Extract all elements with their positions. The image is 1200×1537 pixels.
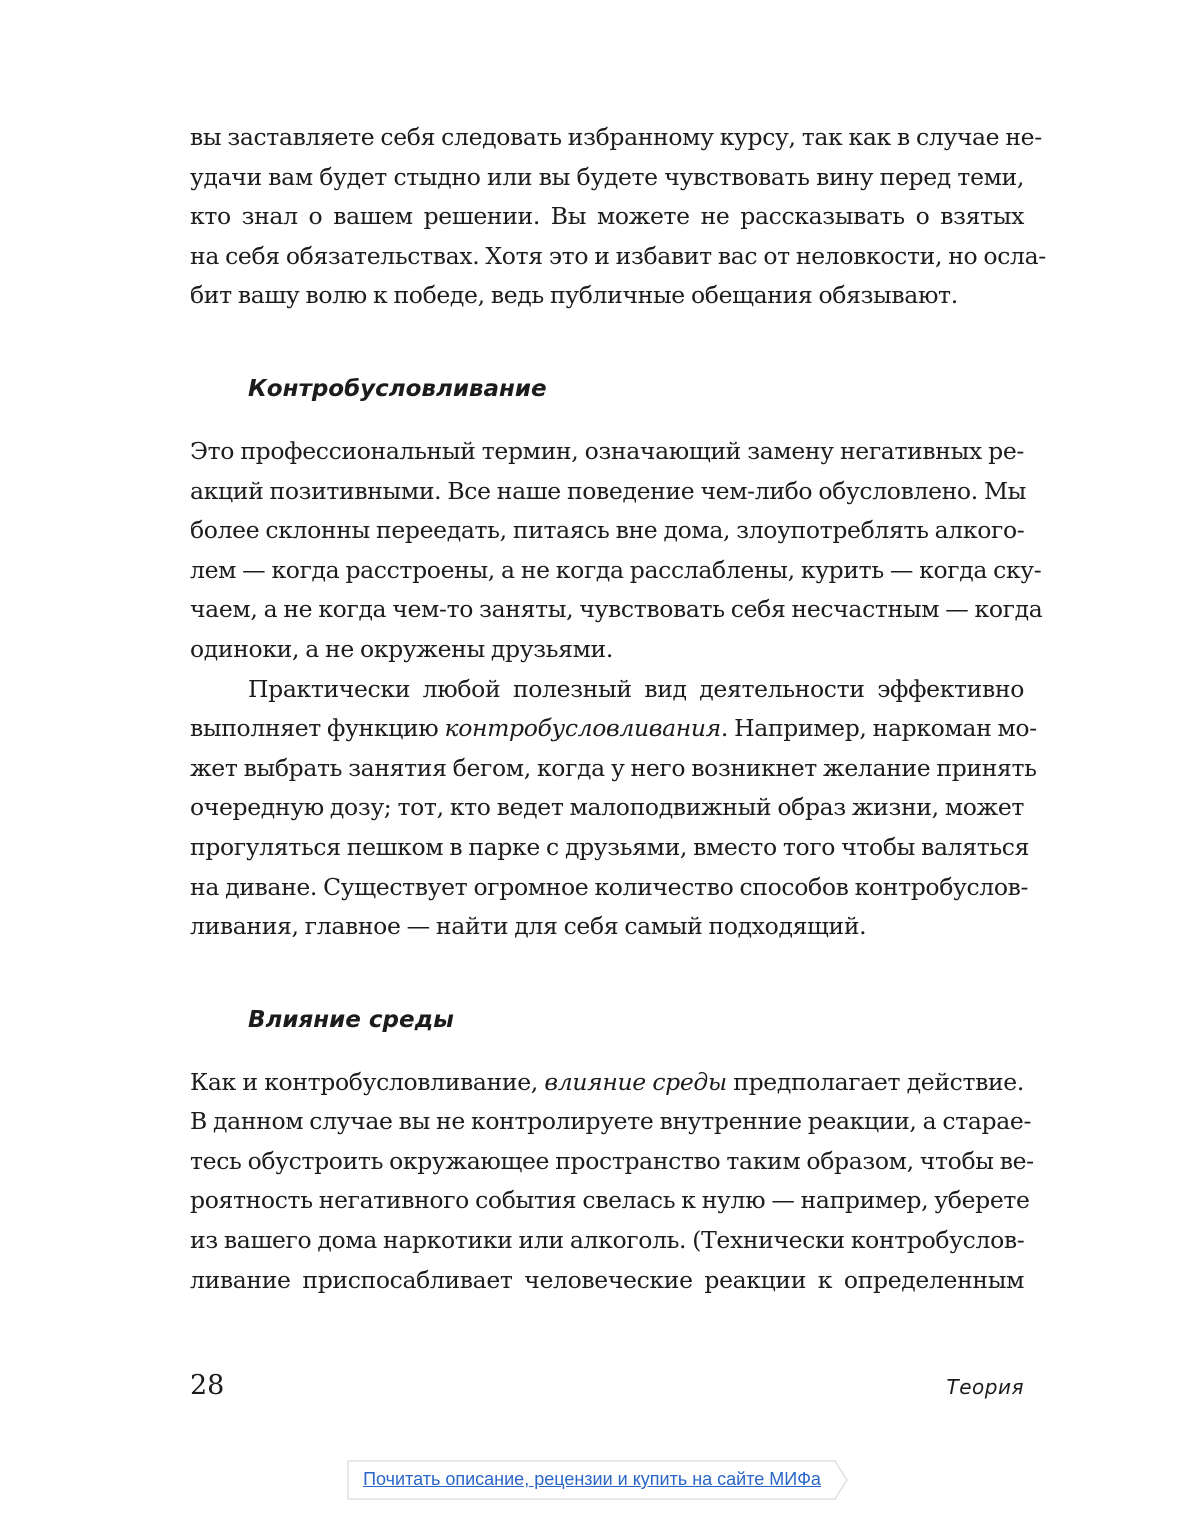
text-line: вы заставляете себя следовать избранному курсу, так как в случае не- (190, 118, 1024, 158)
spacer (190, 1040, 1024, 1063)
text-line: на себя обязательствах. Хотя это и избавит вас от неловкости, но осла- (190, 237, 1024, 277)
text-line: Это профессиональный термин, означающий замену негативных ре- (190, 432, 1024, 472)
page-number: 28 (190, 1368, 224, 1404)
text-line: лем — когда расстроены, а не когда расслаблены, курить — когда ску- (190, 551, 1024, 591)
text-line (190, 1063, 1024, 1103)
text-line: акций позитивными. Все наше поведение чем-либо обусловлено. Мы (190, 472, 1024, 512)
text-line: ливание приспосабливает человеческие реакции к определенным (190, 1261, 1024, 1301)
text-line: Практически любой полезный вид деятельности эффективно (190, 670, 1024, 710)
paragraph-counterconditioning-definition (190, 432, 1024, 670)
page-body (190, 118, 1024, 1300)
page-footer (190, 1368, 1024, 1408)
text-line: чаем, а не когда чем-то заняты, чувствовать себя несчастным — когда (190, 590, 1024, 630)
promo-banner (347, 1460, 849, 1500)
text-line: одиноки, а не окружены друзьями. (190, 630, 1024, 670)
text-line: ливания, главное — найти для себя самый подходящий. (190, 907, 1024, 947)
spacer (190, 409, 1024, 432)
text-line: очередную дозу; тот, кто ведет малоподвижный образ жизни, может (190, 788, 1024, 828)
spacer (190, 316, 1024, 369)
promo-link[interactable]: Почитать описание, рецензии и купить на сайте МИФа (347, 1460, 837, 1498)
section-heading-environment: Влияние среды (190, 1000, 1024, 1040)
text-line: более склонны переедать, питаясь вне дома, злоупотреблять алкого- (190, 511, 1024, 551)
text-line: прогуляться пешком в парке с друзьями, вместо того чтобы валяться (190, 828, 1024, 868)
italic-term: влияние среды (544, 1068, 726, 1096)
text-line: кто знал о вашем решении. Вы можете не рассказывать о взятых (190, 197, 1024, 237)
paragraph-environment (190, 1063, 1024, 1301)
paragraph-counterconditioning-examples (190, 670, 1024, 947)
text-line: удачи вам будет стыдно или вы будете чувствовать вину перед теми, (190, 158, 1024, 198)
text-line: В данном случае вы не контролируете внутренние реакции, а старае- (190, 1102, 1024, 1142)
spacer (190, 947, 1024, 1000)
italic-term: контробусловливания (445, 714, 721, 742)
text-line: на диване. Существует огромное количество способов контробуслов- (190, 868, 1024, 908)
text-line (190, 709, 1024, 749)
text-run: Как и контробусловливание, (190, 1068, 544, 1096)
text-line: роятность негативного события свелась к нулю — например, уберете (190, 1181, 1024, 1221)
text-line: из вашего дома наркотики или алкоголь. (Технически контробуслов- (190, 1221, 1024, 1261)
text-line: бит вашу волю к победе, ведь публичные обещания обязывают. (190, 276, 1024, 316)
text-run: . Например, наркоман мо- (721, 714, 1037, 742)
text-line: жет выбрать занятия бегом, когда у него возникнет желание принять (190, 749, 1024, 789)
paragraph-commitment (190, 118, 1024, 316)
text-run: предполагает действие. (727, 1068, 1024, 1096)
running-title: Теория (947, 1372, 1024, 1402)
text-line: тесь обустроить окружающее пространство таким образом, чтобы ве- (190, 1142, 1024, 1182)
section-heading-counterconditioning: Контробусловливание (190, 369, 1024, 409)
text-run: выполняет функцию (190, 714, 445, 742)
